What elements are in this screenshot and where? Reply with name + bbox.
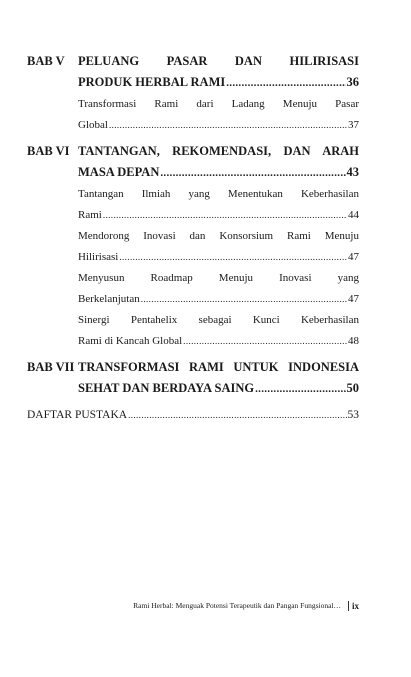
dot-leader [141, 289, 347, 310]
chapter-title-line1[interactable]: TRANSFORMASI RAMI UNTUK INDONESIA [78, 360, 359, 374]
toc-bibliography-entry[interactable] [27, 405, 359, 426]
dot-leader [119, 247, 347, 268]
subsection-page-number: 47 [348, 251, 359, 263]
chapter-page-number: 36 [346, 75, 359, 89]
chapter-number: BAB V [27, 54, 65, 68]
bibliography-page-number: 53 [347, 409, 359, 421]
subsection-title-line2: Berkelanjutan [78, 293, 140, 305]
subsection-title-line1: Sinergi Pentahelix sebagai Kunci Keberhasilan [78, 314, 359, 326]
bibliography-label: DAFTAR PUSTAKA [27, 409, 128, 421]
subsection-title-line1: Transformasi Rami dari Ladang Menuju Pasar [78, 98, 359, 110]
chapter-title-entry[interactable] [78, 72, 359, 94]
subsection-title-line2: Rami [78, 209, 102, 221]
dot-leader [183, 331, 347, 352]
toc-subsection[interactable] [78, 310, 359, 352]
footer-divider [348, 601, 349, 611]
subsection-title-line1: Tantangan Ilmiah yang Menentukan Keberhasilan [78, 188, 359, 200]
chapter-title-line2: SEHAT DAN BERDAYA SAING [78, 381, 255, 395]
toc-subsection[interactable] [78, 94, 359, 136]
page-number: ix [351, 601, 359, 611]
running-title: Rami Herbal: Menguak Potensi Terapeutik dan Pangan Fungsional… [133, 601, 341, 610]
chapter-title-entry[interactable] [78, 378, 359, 400]
chapter-number: BAB VII [27, 360, 75, 374]
chapter-page-number: 50 [346, 381, 359, 395]
page-footer [118, 600, 359, 612]
dot-leader [255, 378, 345, 400]
subsection-page-number: 37 [348, 119, 359, 131]
chapter-page-number: 43 [346, 165, 359, 179]
subsection-title-line1: Menyusun Roadmap Menuju Inovasi yang [78, 272, 359, 284]
toc-subsection[interactable] [78, 226, 359, 268]
subsection-page-number: 47 [348, 293, 359, 305]
subsection-page-number: 48 [348, 335, 359, 347]
subsection-title-line1: Mendorong Inovasi dan Konsorsium Rami Menuju [78, 230, 359, 242]
dot-leader [103, 205, 347, 226]
subsection-title-line2: Global [78, 119, 108, 131]
table-of-contents [27, 51, 359, 426]
toc-subsection[interactable] [78, 268, 359, 310]
chapter-title-line2: PRODUK HERBAL RAMI [78, 75, 226, 89]
toc-chapter-6 [27, 141, 359, 352]
chapter-number: BAB VI [27, 144, 70, 158]
toc-chapter-7 [27, 357, 359, 400]
chapter-title-line1[interactable]: PELUANG PASAR DAN HILIRISASI [78, 54, 359, 68]
toc-chapter-5 [27, 51, 359, 136]
subsection-title-line2: Rami di Kancah Global [78, 335, 183, 347]
chapter-title-line1[interactable]: TANTANGAN, REKOMENDASI, DAN ARAH [78, 144, 359, 158]
subsection-page-number: 44 [348, 209, 359, 221]
toc-subsection[interactable] [78, 184, 359, 226]
subsection-title-line2: Hilirisasi [78, 251, 119, 263]
dot-leader [128, 405, 346, 426]
dot-leader [109, 115, 347, 136]
dot-leader [226, 72, 345, 94]
chapter-title-entry[interactable] [78, 162, 359, 184]
dot-leader [160, 162, 345, 184]
chapter-title-line2: MASA DEPAN [78, 165, 160, 179]
